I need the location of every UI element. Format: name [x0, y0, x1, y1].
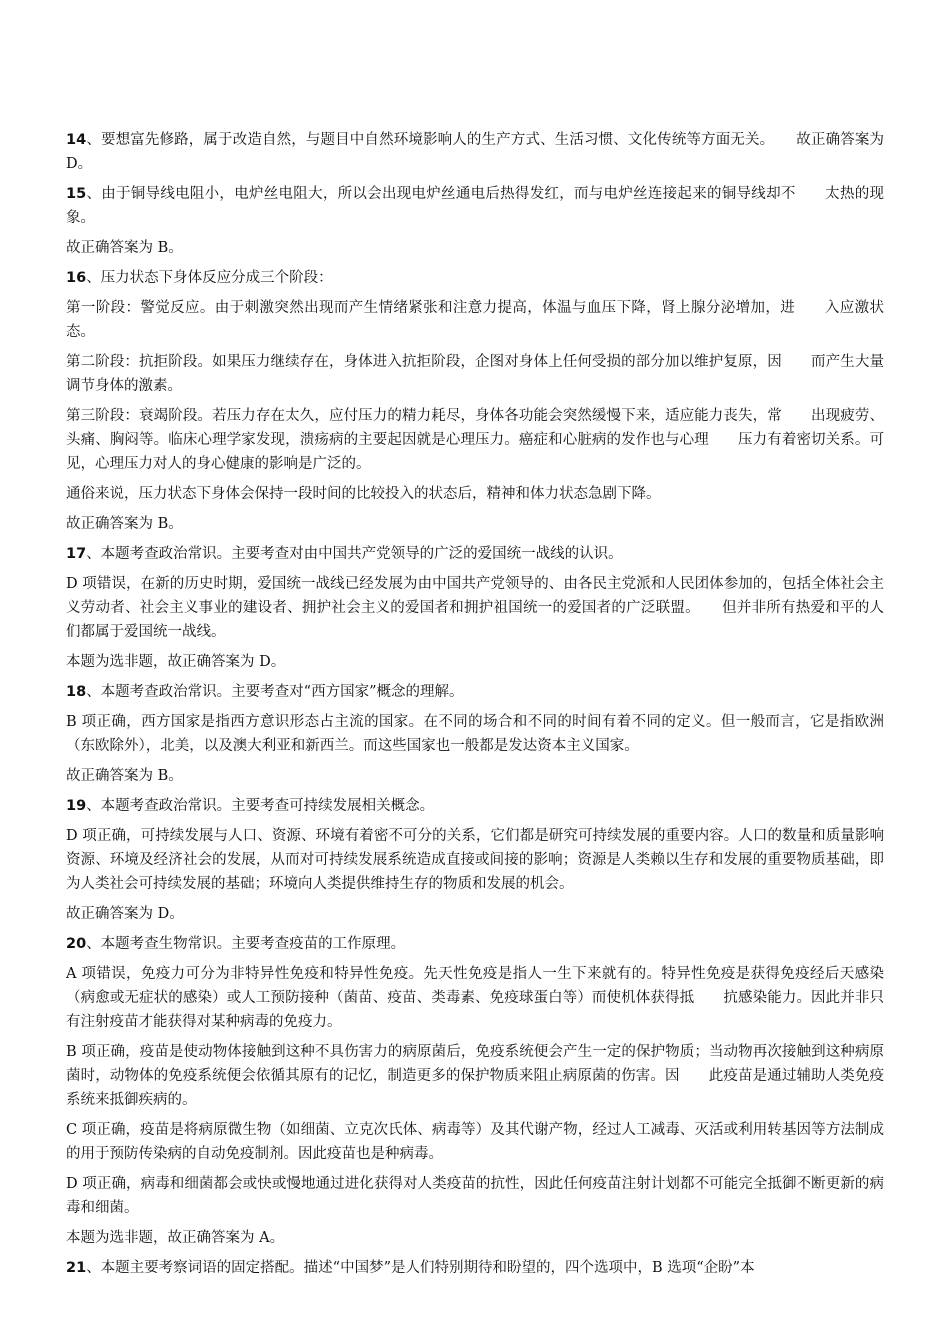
paragraph-text: 、要想富先修路，属于改造自然，与题目中自然环境影响人的生产方式、生活习惯、文化传统等方面无关。 故正确答案为 D。	[66, 132, 884, 172]
paragraph-text: B 项正确，西方国家是指西方意识形态占主流的国家。在不同的场合和不同的时间有着不同的定义。但一般而言，它是指欧洲（东欧除外），北美，以及澳大利亚和新西兰。而这些国家也一般都是发达资本主义国家。	[66, 714, 884, 754]
paragraph	[66, 236, 884, 260]
document-body	[66, 128, 884, 1286]
question-number: 17	[66, 546, 87, 562]
paragraph-text: 、本题考查政治常识。主要考查可持续发展相关概念。	[86, 798, 435, 814]
paragraph-text: D 项正确，可持续发展与人口、资源、环境有着密不可分的关系，它们都是研究可持续发展的重要内容。人口的数量和质量影响资源、环境及经济社会的发展，从而对可持续发展系统造成直接或间接的影响；资源是人类赖以生存和发展的重要物质基础，即为人类社会可持续发展的基础；环境向人类提供维持生存的物质和发展的机会。	[66, 828, 884, 892]
paragraph-text: B 项正确，疫苗是使动物体接触到这种不具伤害力的病原菌后，免疫系统便会产生一定的保护物质；当动物再次接触到这种病原菌时，动物体的免疫系统便会依循其原有的记忆，制造更多的保护物质来阻止病原菌的伤害。因 此疫苗是通过辅助人类免疫系统来抵御疾病的。	[66, 1044, 884, 1108]
paragraph-text: A 项错误，免疫力可分为非特异性免疫和特异性免疫。先天性免疫是指人一生下来就有的。特异性免疫是获得免疫经后天感染（病愈或无症状的感染）或人工预防接种（菌苗、疫苗、类毒素、免疫球蛋白等）而使机体获得抵 抗感染能力。因此并非只有注射疫苗才能获得对某种病毒的免疫力。	[66, 966, 884, 1030]
paragraph	[66, 710, 884, 758]
paragraph	[66, 404, 884, 476]
paragraph	[66, 902, 884, 926]
paragraph-text: 第三阶段：衰竭阶段。若压力存在太久，应付压力的精力耗尽，身体各功能会突然缓慢下来，适应能力丧失，常 出现疲劳、头痛、胸闷等。临床心理学家发现，溃疡病的主要起因就是心理压力。癌症和心脏病的发作也与心理 压力有着密切关系。可见，心理压力对人的身心健康的影响是广泛的。	[66, 408, 884, 472]
paragraph-text: 故正确答案为 D。	[66, 906, 184, 922]
paragraph	[66, 932, 884, 956]
paragraph	[66, 266, 884, 290]
paragraph-text: 故正确答案为 B。	[66, 768, 183, 784]
question-number: 21	[66, 1260, 87, 1276]
paragraph	[66, 680, 884, 704]
question-number: 16	[66, 270, 87, 286]
paragraph-text: 本题为选非题，故正确答案为 D。	[66, 654, 286, 670]
paragraph-text: D 项正确，病毒和细菌都会或快或慢地通过进化获得对人类疫苗的抗性，因此任何疫苗注射计划都不可能完全抵御不断更新的病毒和细菌。	[66, 1176, 884, 1216]
paragraph	[66, 350, 884, 398]
paragraph	[66, 794, 884, 818]
paragraph-text: D 项错误，在新的历史时期，爱国统一战线已经发展为由中国共产党领导的、由各民主党派和人民团体参加的，包括全体社会主义劳动者、社会主义事业的建设者、拥护社会主义的爱国者和拥护祖国统一的爱国者的广泛联盟。 但并非所有热爱和平的人们都属于爱国统一战线。	[66, 576, 884, 640]
paragraph-text: 、本题考查生物常识。主要考查疫苗的工作原理。	[86, 936, 406, 952]
paragraph	[66, 296, 884, 344]
paragraph-text: 、压力状态下身体反应分成三个阶段：	[86, 270, 333, 286]
paragraph	[66, 962, 884, 1034]
paragraph	[66, 824, 884, 896]
paragraph-text: 、本题主要考察词语的固定搭配。描述“中国梦”是人们特别期待和盼望的，四个选项中，B 选项“企盼”本	[86, 1260, 755, 1276]
paragraph	[66, 572, 884, 644]
paragraph-text: 、本题考查政治常识。主要考查对“西方国家”概念的理解。	[86, 684, 464, 700]
paragraph	[66, 1172, 884, 1220]
question-number: 14	[66, 132, 87, 148]
paragraph-text: 故正确答案为 B。	[66, 516, 183, 532]
paragraph	[66, 542, 884, 566]
paragraph	[66, 512, 884, 536]
paragraph-text: C 项正确，疫苗是将病原微生物（如细菌、立克次氏体、病毒等）及其代谢产物，经过人工减毒、灭活或利用转基因等方法制成的用于预防传染病的自动免疫制剂。因此疫苗也是种病毒。	[66, 1122, 884, 1162]
question-number: 18	[66, 684, 87, 700]
paragraph-text: 通俗来说，压力状态下身体会保持一段时间的比较投入的状态后，精神和体力状态急剧下降。	[66, 486, 661, 502]
question-number: 20	[66, 936, 87, 952]
paragraph-text: 、本题考查政治常识。主要考查对由中国共产党领导的广泛的爱国统一战线的认识。	[86, 546, 623, 562]
paragraph-text: 第一阶段：警觉反应。由于刺激突然出现而产生情绪紧张和注意力提高，体温与血压下降，肾上腺分泌增加，进 入应激状态。	[66, 300, 884, 340]
paragraph	[66, 1040, 884, 1112]
paragraph-text: 第二阶段：抗拒阶段。如果压力继续存在，身体进入抗拒阶段，企图对身体上任何受损的部分加以维护复原，因 而产生大量调节身体的激素。	[66, 354, 884, 394]
question-number: 19	[66, 798, 87, 814]
paragraph	[66, 1256, 884, 1280]
paragraph-text: 故正确答案为 B。	[66, 240, 183, 256]
paragraph	[66, 650, 884, 674]
paragraph	[66, 1118, 884, 1166]
paragraph	[66, 182, 884, 230]
paragraph-text: 、由于铜导线电阻小，电炉丝电阻大，所以会出现电炉丝通电后热得发红，而与电炉丝连接起来的铜导线却不 太热的现象。	[66, 186, 884, 226]
paragraph	[66, 482, 884, 506]
paragraph	[66, 764, 884, 788]
paragraph	[66, 128, 884, 176]
question-number: 15	[66, 186, 87, 202]
paragraph	[66, 1226, 884, 1250]
paragraph-text: 本题为选非题，故正确答案为 A。	[66, 1230, 285, 1246]
